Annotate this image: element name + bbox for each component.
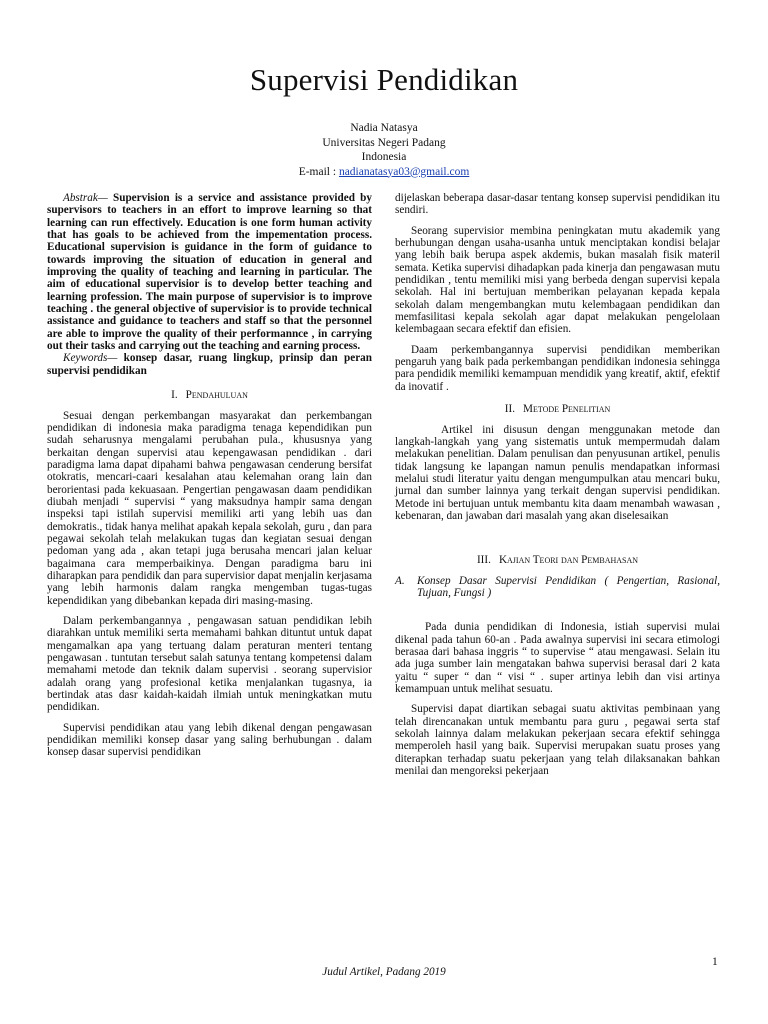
section1-paragraph-continued: Supervisi pendidikan atau yang lebih dikenal dengan pengawasan pendidikan memiliki konsep dasar yang saling berhubungan . dalam konsep dasar supervisi pendidikan xyxy=(47,721,372,759)
section-heading-3: III. Kajian Teori dan Pembahasan xyxy=(476,554,639,567)
email-link[interactable]: nadianatasya03@gmail.com xyxy=(338,165,470,178)
author-name: Nadia Natasya xyxy=(350,122,418,134)
section1-paragraph: Daam perkembangannya supervisi pendidikan memberikan pengaruh yang baik pada perkembangan pendidikan indonesia sehingga para pendidik memiliki kemampuan mendidik yang kreatif, aktif, efektif da inovatif . xyxy=(395,343,720,393)
subsection-letter: A. xyxy=(395,574,405,587)
section3-paragraph: Supervisi dapat diartikan sebagai suatu aktivitas pembinaan yang telah direncanakan untuk membantu para guru , pegawai serta staf sekolah lainnya dalam melakukan pekerjaan secara efektif sehingga memperoleh hasil yang baik. Supervisi merupakan suatu proses yang diterapkan terhadap suatu pekerjaan yang telah dilaksanakan bahkan menilai dan mengoreksi pekerjaan xyxy=(395,703,720,778)
paper-title: Supervisi Pendidikan xyxy=(249,62,519,97)
email-label: E-mail : xyxy=(298,165,339,178)
author-affiliation: Universitas Negeri Padang xyxy=(322,136,446,149)
section-heading-1: I. Pendahuluan xyxy=(171,389,248,402)
section1-paragraph: Dalam perkembangannya , pengawasan satuan pendidikan lebih diarahkan untuk memiliki serta memahami bahkan dituntut untuk dapat mengamalkan apa yang tertuang dalam peraturan menteri tentang pengawasan . tuntutan tersebut salah satunya tentang kompetensi dalam memahami metode dan teknik dalam supervisi . seorang supervisior adalah orang yang profesional ketika menjalankan tugasnya, ia bertindak atas dasr kaidah-kaidah ilmiah untuk meningkatkan mutu pendidikan. xyxy=(47,615,372,714)
author-country: Indonesia xyxy=(361,151,407,163)
abstract-text: Supervision is a service and assistance provided by supervisors to teachers in an effort to improve learning so that learning can run effectively. Education is one form human activity that has goals to be achieved from the impementation process. Educational supervision is guidance in the form of guidance to towards improving the situation of education in general and improving the quality of teaching and learning in particular. The aim of educational supervisior is to develop better teaching and learning profession. The main purpose of supervisior is to improve teaching . the general objective of supervisior is to provide technical assistance and guidance to teachers and staff so that the personnel are able to improve the quality of their performannce , in carrying out their tasks and carrying out the teaching and earning process. xyxy=(47,192,372,353)
author-block xyxy=(0,121,768,179)
page-footer: Judul Artikel, Padang 2019 xyxy=(322,966,446,978)
section3-paragraph: Pada dunia pendidikan di Indonesia, istiah supervisi mulai dikenal pada tahun 60-an . Pada awalnya supervisi ini secara etimologi berasaa dari bahasa inggris “ to supervise “ atau mengawasi. Selain itu ada juga sumber lain mengatakan bahwa supervisi berasal dari 2 kata yaitu “ super “ dan “ visi “ . super artinya lebih dan visi artinya kemampuan untuk melihat sesuatu. xyxy=(395,621,720,695)
keywords-text: konsep dasar, ruang lingkup, prinsip dan peran supervisi pendidikan xyxy=(47,352,372,377)
left-column xyxy=(47,192,372,759)
subsection-title: Konsep Dasar Supervisi Pendidikan ( Pengertian, Rasional, Tujuan, Fungsi ) xyxy=(417,574,720,599)
section1-paragraph-continuation: dijelaskan beberapa dasar-dasar tentang konsep supervisi pendidikan itu sendiri. xyxy=(395,192,720,217)
subsection-heading-a xyxy=(395,575,720,600)
keywords xyxy=(47,352,372,377)
section1-paragraph: Seorang supervisior membina peningkatan mutu akademik yang berhubungan dengan usaha-usanha untuk menciptakan kondisi belajar yang lebih baik berupa aspek akdemis, bukan masalah fisik materil semata. Ketika supervisi dihadapkan pada kinerja dan pengawasan mutu pendidikan , tentu memiliki misi yang berbeda dengan supervisi kepala sekolah. Hal ini bertujuan memberikan pelayanan kepada kepala sekolah dalam mengembangkan mutu kelembagaan pendidikan dan memfasilitasi kepala sekolah agar dapat melakukan pengelolaan kelembagaan secara efektif dan efisien. xyxy=(395,224,720,336)
spacer xyxy=(395,530,720,544)
section2-paragraph: Artikel ini disusun dengan menggunakan metode dan langkah-langkah yang yang sistematis untuk mempermudah dalam melakukan penelitian. Dalam penulisan dan penyusunan artikel, penulis tidak langsung ke lapangan namun penulis mendapatkan informasi melalui studi literatur yaitu dengan mengumpulkan atau mencari buku, jurnal dan sumber lainnya yang terkait dengan supervisi pendidikan. Metode ini bertujuan untuk membantu kita daam menambah wawasan , kebenaran, dan jawaban dari masalah yang akan diselesaikan xyxy=(395,423,720,522)
section-heading-2: II. Metode Penelitian xyxy=(504,403,611,416)
abstract xyxy=(47,192,372,352)
keywords-label: Keywords— xyxy=(63,352,118,365)
page-number: 1 xyxy=(712,956,718,968)
section1-paragraph: Sesuai dengan perkembangan masyarakat dan perkembangan pendidikan di indonesia maka paradigma tenaga kependidikan pun sudah seharusnya mengalami perubahan pula., khususnya yang berkaitan dengan supervisi atau kepengawasan pendidikan . dari paradigma lama dapat dipahami bahwa pengawasan cenderung bersifat otokratis, mencari-caari kesalahan atau kelemahan orang lain dan berorientasi pada kekuasaan. Pengertian pengawasan daam pendidikan diubah menjadi “ supervisi “ yang maksudnya hampir sama dengan inspeksi tapi istilah supervisi memiliki arti yang lebih uas dan demokratis., tidak hanya melihat apakah kepala sekolah, guru , dan para pegawai sekolah telah melakukan tugas dan kegiatan sesuai dengan pedoman yang ada , akan tetapi juga berusaha mencari jalan keluar bagaimana cara memperbaikinya. Dengan paradigma baru ini diharapkan para pendidik dan para supervisior dapat menjalin kerjasama yang lebih harmonis dalam rangka mengemban tugas-tugas kependidikan yang dibebankan kepada diri masing-masing. xyxy=(47,409,372,607)
right-column xyxy=(395,192,720,777)
abstract-label: Abstrak— xyxy=(63,192,108,204)
author-email-line xyxy=(0,165,768,180)
